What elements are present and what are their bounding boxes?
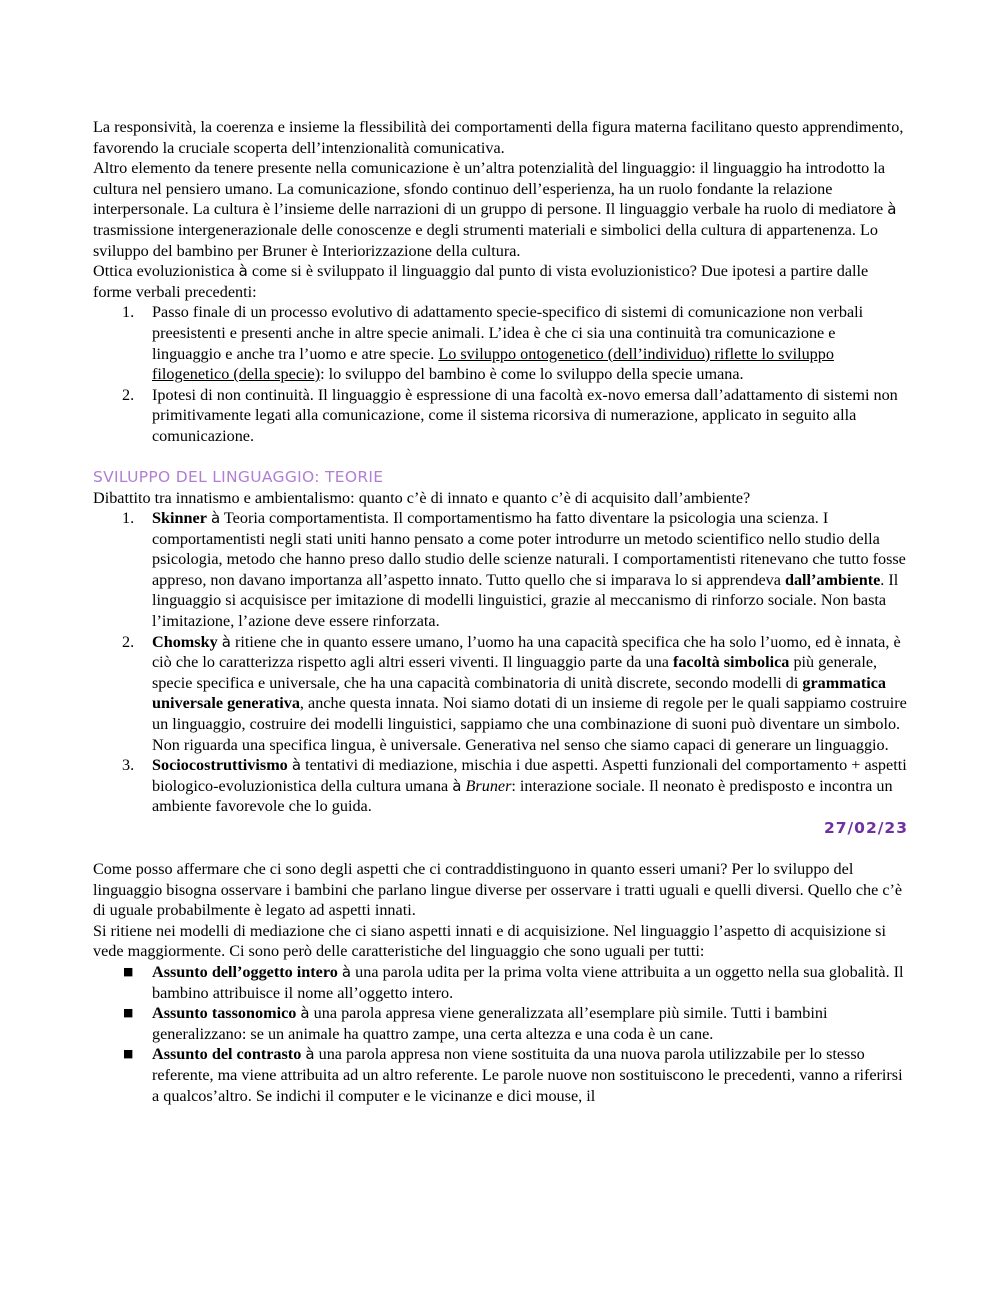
intro-paragraph-3-after: come si è sviluppato il linguaggio dal punto di vista evoluzionistico? Due ipotesi a partire dalle forme verbali precedenti: [93, 262, 869, 301]
arrow-icon: à [300, 1004, 310, 1023]
list-number: 1. [122, 303, 135, 322]
theory-name: Sociocostruttivismo [152, 756, 288, 775]
list-number: 3. [122, 756, 135, 775]
theory-name: Skinner [152, 509, 207, 528]
list-item [93, 302, 908, 384]
theory-text: ritiene che in quanto essere umano, l’uomo ha una capacità specifica che ha solo l’uomo, ed è innata, è ciò che lo caratterizza rispetto agli altri esseri viventi. Il linguaggio parte da una [152, 632, 901, 672]
theories-list [93, 508, 908, 817]
theory-text-middle: più generale, specie specifica e universale, che ha una capacità combinatoria di unità discrete, secondo modelli di [152, 653, 878, 692]
list-number: 2. [122, 385, 135, 404]
after-date-paragraph-1: Come posso affermare che ci sono degli aspetti che ci contraddistinguono in quanto esseri umani? Per lo sviluppo del linguaggio bisogna osservare i bambini che parlano lingue diverse per osservare i tratti uguali e quelli diversi. Quello che c’è di uguale probabilmente è legato ad aspetti innati. [93, 860, 903, 920]
intro-paragraph-2-text: Altro elemento da tenere presente nella comunicazione è un’altra potenzialità del linguaggio: il linguaggio ha introdotto la cultura nel pensiero umano. La comunicazione, sfondo continuo dell’esperienza, ha un ruolo fondante la relazione interpersonale. La cultura è l’insieme delle narrazioni di un gruppo di persone. Il linguaggio verbale ha ruolo di mediatore [93, 159, 886, 219]
list-item [93, 962, 908, 1003]
section-heading: SVILUPPO DEL LINGUAGGIO: TEORIE [93, 467, 384, 486]
intro-paragraph-3 [93, 261, 908, 302]
bold-text: dall’ambiente [784, 570, 881, 589]
list-item-text: Passo finale di un processo evolutivo di adattamento specie-specifico di sistemi di comunicazione non verbali preesistenti e presenti anche in altre specie animali. L’idea è che ci sia una continuità tra comunicazione e linguaggio e anche tra l’uomo e atre specie. [152, 303, 864, 363]
assumptions-list [93, 962, 908, 1106]
arrow-icon: à [341, 962, 352, 981]
assumption-text: una parola appresa viene generalizzata all’esemplare più simile. Tutti i bambini generalizzano: se un animale ha quattro zampe, una certa altezza e una coda è un cane. [152, 1004, 828, 1043]
bold-text: grammatica universale generativa [152, 673, 886, 713]
list-item [93, 755, 908, 817]
date-label: 27/02/23 [823, 819, 908, 837]
list-item [93, 508, 908, 632]
theory-text: tentativi di mediazione, mischia i due aspetti. Aspetti funzionali del comportamento + aspetti biologico-evoluzionistica della cultura umana [152, 756, 907, 795]
list-number: 2. [122, 632, 135, 651]
after-date-paragraph-2: Si ritiene nei modelli di mediazione che ci siano aspetti innati e di acquisizione. Nel linguaggio l’aspetto di acquisizione si vede maggiormente. Ci sono però delle caratteristiche del linguaggio che sono uguali per tutti: [93, 921, 886, 961]
theory-text: Teoria comportamentista. Il comportamentismo ha fatto diventare la psicologia una scienza. I comportamentisti negli stati uniti hanno pensato a come poter introdurre un metodo scientifico nello studio della psicologia, metodo che hanno preso dallo studio delle scienze naturali. I comportamentisti ritenevano che tutto fosse appreso, non davano importanza all’aspetto innato. Tutto quello che si imparava lo si apprendeva [152, 509, 906, 589]
arrow-icon: à [291, 756, 302, 775]
list-item [93, 1044, 908, 1106]
arrow-icon: à [887, 200, 897, 219]
intro-paragraph-3-before: Ottica evoluzionistica [93, 262, 235, 281]
debate-line: Dibattito tra innatismo e ambientalismo: quanto c’è di innato e quanto c’è di acquisito dall’ambiente? [93, 488, 751, 507]
arrow-icon: à [238, 262, 248, 281]
theory-text-after: : interazione sociale. Il neonato è predisposto e incontra un ambiente favorevole che lo guida. [152, 776, 893, 816]
arrow-icon: à [452, 776, 462, 795]
intro-paragraph-2-after: trasmissione intergenerazionale delle conoscenze e degli strumenti materiali e simbolici della cultura di appartenenza. Lo sviluppo del bambino per Bruner è Interiorizzazione della cultura. [93, 220, 878, 260]
list-item-text: Ipotesi di non continuità. Il linguaggio è espressione di una facoltà ex-novo emersa dall’adattamento di sistemi non primitivamente legati alla comunicazione, come il sistema ricorsiva di numerazione, applicato in seguito alla comunicazione. [152, 385, 898, 445]
list-item [93, 632, 908, 756]
list-item [93, 385, 908, 447]
document-page [93, 117, 908, 1106]
theory-name: Chomsky [152, 632, 218, 651]
underlined-text: Lo sviluppo ontogenetico (dell’individuo) riflette lo sviluppo filogenetico (della specie) [152, 344, 834, 384]
arrow-icon: à [221, 632, 231, 651]
arrow-icon: à [210, 509, 221, 528]
list-item-text-after: : lo sviluppo del bambino è come lo sviluppo della specie umana. [320, 365, 744, 384]
assumption-text: una parola udita per la prima volta viene attribuita a un oggetto nella sua globalità. Il bambino attribuisce il nome all’oggetto intero. [152, 962, 904, 1002]
assumption-title: Assunto dell’oggetto intero [152, 962, 338, 981]
assumption-title: Assunto del contrasto [152, 1045, 302, 1064]
square-bullet-icon: ■ [123, 964, 134, 978]
assumption-text: una parola appresa non viene sostituita da una nuova parola utilizzabile per lo stesso referente, ma viene attribuita ad un altro referente. Le parole nuove non sostituiscono le precedenti, vanno a riferirsi a qualcos’altro. Se indichi il computer e le vicinanze e dici mouse, il [152, 1045, 903, 1105]
evolution-hypotheses-list [93, 302, 908, 446]
assumption-title: Assunto tassonomico [152, 1004, 297, 1023]
list-number: 1. [122, 509, 135, 528]
square-bullet-icon: ■ [123, 1047, 134, 1061]
spacer [93, 839, 908, 859]
theory-text-after: , anche questa innata. Noi siamo dotati di un insieme di regole per le quali sappiamo costruire un linguaggio, costruire dei modelli linguistici, sappiamo che una combinazione di suoni può diventare un simbolo. Non riguarda una specifica lingua, è universale. Generativa nel senso che siamo capaci di generare un linguaggio. [152, 694, 907, 754]
bold-text: facoltà simbolica [672, 653, 790, 672]
list-item [93, 1003, 908, 1044]
intro-paragraph-1: La responsività, la coerenza e insieme la flessibilità dei comportamenti della figura materna facilitano questo apprendimento, favorendo la cruciale scoperta dell’intenzionalità comunicativa. [93, 118, 904, 157]
intro-paragraph-2 [93, 158, 908, 261]
square-bullet-icon: ■ [123, 1006, 134, 1020]
theory-text-after: . Il linguaggio si acquisisce per imitazione di modelli linguistici, grazie al meccanismo di rinforzo sociale. Non basta l’imitazione, l’azione deve essere rinforzata. [152, 570, 899, 631]
italic-text: Bruner [465, 776, 512, 795]
arrow-icon: à [305, 1045, 315, 1064]
